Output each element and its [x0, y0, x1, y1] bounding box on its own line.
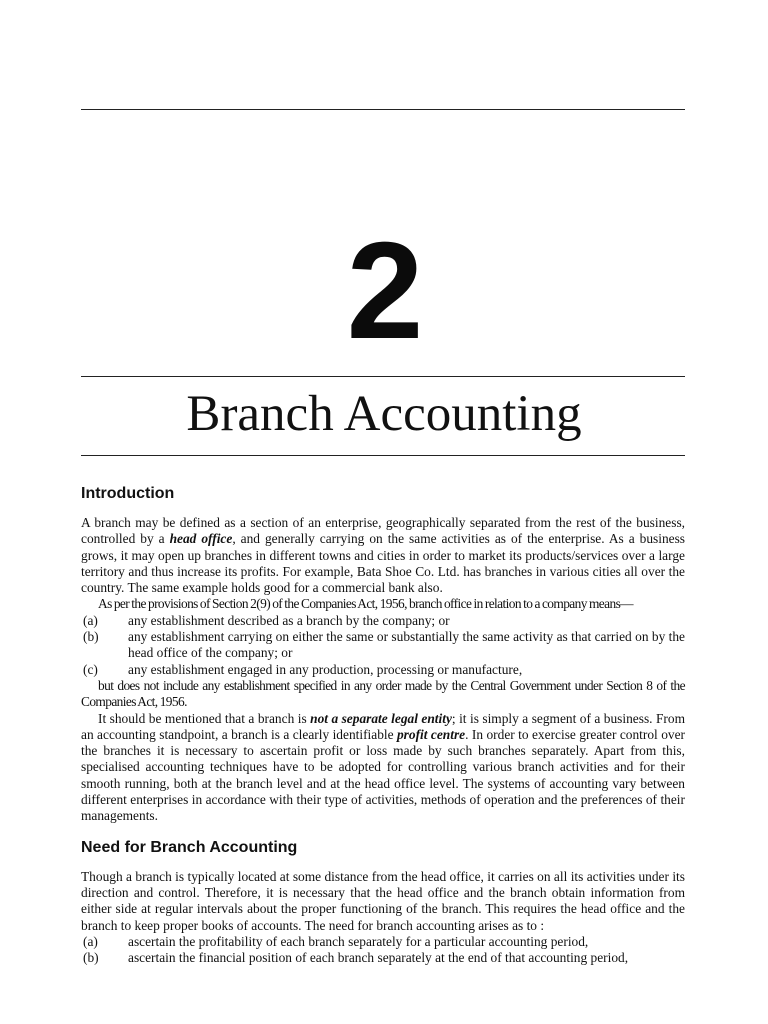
list-item-text: any establishment described as a branch by the company; or — [128, 612, 450, 628]
list-item — [81, 629, 685, 662]
list-item-text: any establishment engaged in any production, processing or manufacture, — [128, 661, 523, 677]
chapter-title: Branch Accounting — [186, 386, 582, 442]
need-paragraph-1: Though a branch is typically located at some distance from the head office, it carries on all its activities under its direction and control. Therefore, it is necessary that the head office and the branch obtain information from either side at regular intervals about the proper functioning of the branch. This requires the head office and the branch to keep proper books of accounts. The need for branch accounting arises as to : — [81, 868, 685, 933]
term-not-separate-legal-entity: not a separate legal entity — [310, 710, 452, 726]
list-item-label: (a) — [83, 933, 98, 949]
title-top-rule — [81, 376, 685, 377]
intro-paragraph-1 — [81, 515, 685, 596]
intro-paragraph-2: As per the provisions of Section 2(9) of the Companies Act, 1956, branch office in relation to a company means— — [98, 596, 633, 612]
list-item-text: any establishment carrying on either the same or substantially the same activity as that carried on by the head office of the company; or — [128, 629, 685, 661]
section-heading-need: Need for Branch Accounting — [81, 838, 298, 856]
chapter-number: 2 — [346, 214, 422, 368]
page-body — [81, 484, 685, 966]
list-item-label: (a) — [83, 612, 98, 628]
list-item — [81, 613, 685, 629]
list-item-text: ascertain the profitability of each branch separately for a particular accounting period, — [128, 933, 589, 949]
list-item — [81, 950, 685, 966]
top-rule — [81, 109, 685, 110]
title-bottom-rule — [81, 455, 685, 456]
list-item — [81, 662, 685, 678]
list-item-label: (b) — [83, 950, 99, 966]
term-head-office: head office — [169, 531, 233, 547]
list-item-text: ascertain the financial position of each branch separately at the end of that accounting period, — [128, 950, 629, 966]
text-run: . In order to exercise greater control over the branches it is necessary to ascertain profit or loss made by such branches separately. Apart from this, specialised accounting techniques have to be adopted for controlling various branch activities and for their smooth running, both at the branch level and at the head office level. The systems of accounting vary between different enterprises in accordance with their type of activities, methods of operation and the preferences of their managements. — [81, 726, 685, 824]
text-run: , and generally carrying on the same activities as of the enterprise. As a business grows, it may open up branches in different towns and cities in order to market its products/services over a large territory and thus increase its profits. For example, Bata Shoe Co. Ltd. has branches in various cities all over the country. The same example holds good for a commercial bank also. — [81, 531, 686, 596]
intro-paragraph-4 — [81, 711, 685, 825]
list-item-label: (c) — [83, 661, 98, 677]
section-heading-introduction: Introduction — [81, 485, 175, 502]
text-run: ; it is simply a segment of a business. From an accounting standpoint, a branch is a clearly identifiable — [81, 710, 685, 742]
list-item — [81, 934, 685, 950]
intro-paragraph-3: but does not include any establishment specified in any order made by the Central Government under Section 8 of the Companies Act, 1956. — [81, 677, 685, 710]
term-profit-centre: profit centre — [396, 726, 466, 742]
list-item-label: (b) — [83, 629, 99, 645]
text-run: It should be mentioned that a branch is — [98, 710, 311, 726]
text-run: A branch may be defined as a section of an enterprise, geographically separated from the rest of the business, controlled by a — [81, 515, 685, 547]
